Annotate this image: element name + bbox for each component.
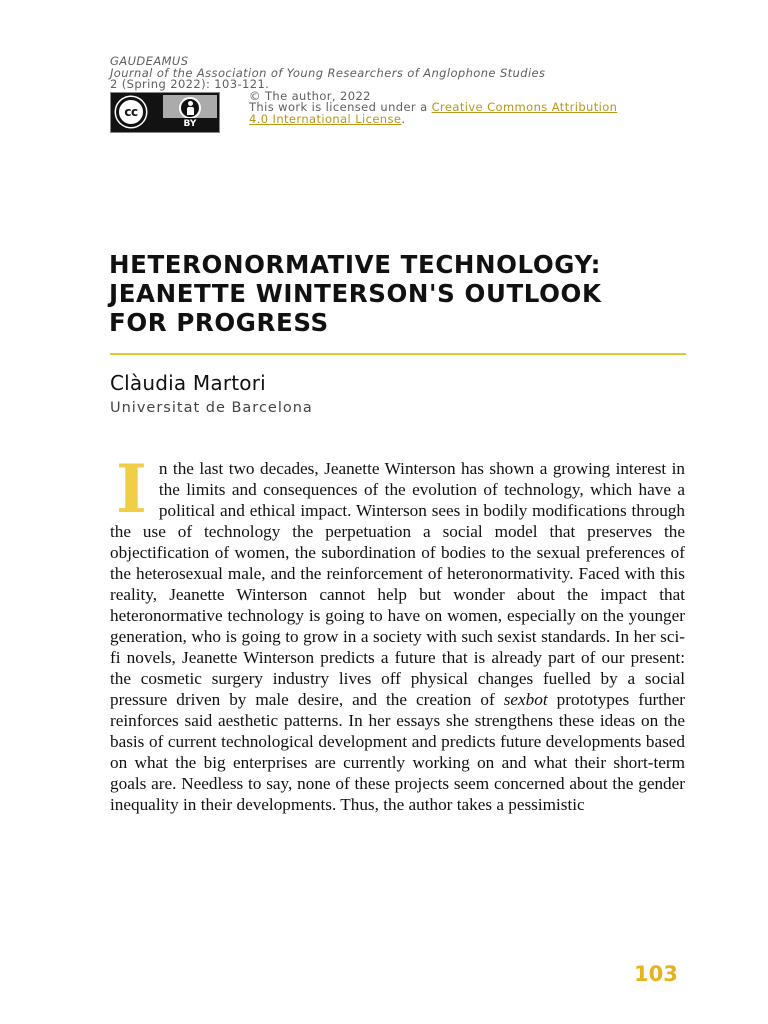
license-line-2 [249, 111, 617, 126]
attribution-person-icon [179, 97, 201, 119]
license-link-part-2[interactable]: 4.0 International License [249, 111, 402, 126]
by-label: BY [163, 118, 217, 130]
title-line-2: JEANETTE WINTERSON'S OUTLOOK [109, 279, 602, 308]
page-number: 103 [634, 962, 678, 986]
body-italic-term: sexbot [503, 690, 548, 709]
title-line-1: HETERONORMATIVE TECHNOLOGY: [109, 250, 602, 279]
license-suffix: . [401, 111, 406, 126]
journal-name: GAUDEAMUS [110, 54, 189, 68]
cc-by-badge[interactable] [110, 92, 220, 133]
license-prefix: This work is licensed under a [249, 100, 432, 114]
issue-info: 2 (Spring 2022): 103-121. [110, 77, 270, 91]
body-text-part-1: n the last two decades, Jeanette Winterson has shown a growing interest in the limits and consequences of the evolution of technology, which have a political and ethical impact. Winterson sees in bodily modifications through the use of technology the perpetuation a social model that preserves the objectification of women, the subordination of bodies to the sexual preferences of the heterosexual male, and the reinforcement of heteronormativity. Faced with this reality, Jeanette Winterson cannot help but wonder about the impact that heteronormative technology is going to have on women, especially on the younger generation, who is going to grow in a society with such sexist standards. In her sci-fi novels, Jeanette Winterson predicts a future that is already part of our present: the cosmetic surgery industry lives off physical changes fuelled by a social pressure driven by male desire, and the creation of [110, 459, 685, 709]
journal-full-title: Journal of the Association of Young Researchers of Anglophone Studies [110, 65, 546, 80]
copyright-line: © The author, 2022 [249, 88, 371, 103]
drop-cap: I [116, 450, 147, 528]
abstract-paragraph [110, 450, 685, 815]
title-line-3: FOR PROGRESS [109, 308, 329, 337]
title-divider [110, 353, 686, 355]
body-text-part-2: prototypes further reinforces said aesthetic patterns. In her essays she strengthens these ideas on the basis of current technological development and predicts future developments based on what the big enterprises are currently working on and what their short-term goals are. Needless to say, none of these projects seem concerned about the gender inequality in their developments. Thus, the author takes a pessimistic [110, 690, 685, 814]
license-text [249, 88, 618, 126]
cc-logo-icon: cc [116, 97, 146, 127]
license-row [110, 88, 690, 133]
journal-header [110, 56, 690, 133]
author-name: Clàudia Martori [110, 371, 266, 395]
by-panel [163, 95, 217, 130]
license-link-part-1[interactable]: Creative Commons Attribution [431, 100, 618, 114]
author-affiliation: Universitat de Barcelona [110, 400, 313, 416]
article-title [109, 250, 709, 337]
